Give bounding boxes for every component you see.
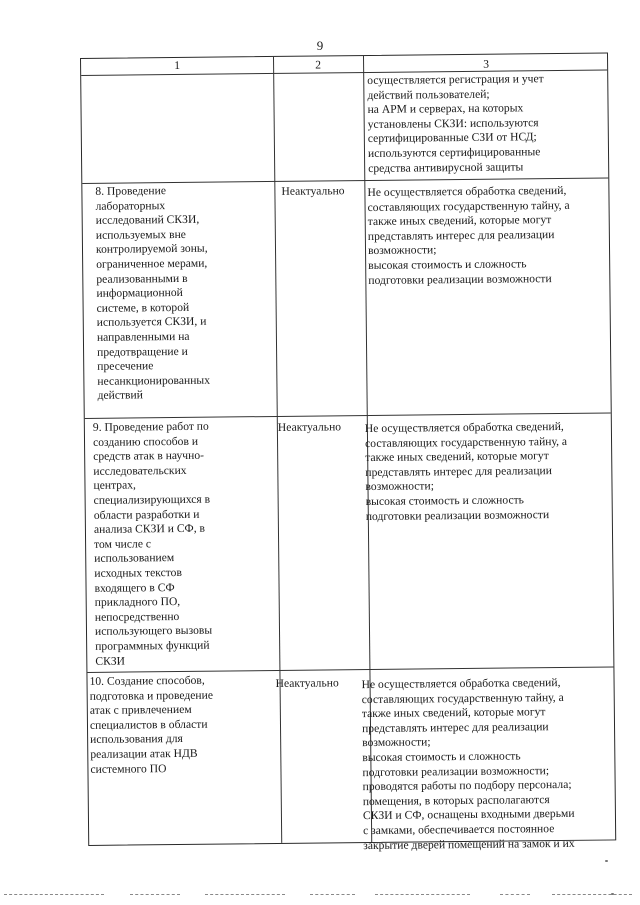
column-header-1: 1 <box>174 58 181 73</box>
continued-row-requirements: осуществляется регистрация и учет действий пользователей; на АРМ и серверах, на которых установлены СКЗИ: используются сертифицированные СЗИ от НСД; используются сертифицированные средства антивирусной защиты <box>367 72 544 175</box>
row-8-justification: Не осуществляется обработка сведений, составляющих государственную тайну, а также иных сведений, которые могут представлять интерес для реализации возможности; высокая стоимость и сложность подготовки реализации возможности <box>367 183 570 287</box>
row-divider-9 <box>85 412 611 419</box>
row-9-threat: 9. Проведение работ по созданию способов и средств атак в научно- исследовательских центрах, специализирующихся в области разработки и анализа СКЗИ и СФ, в том числе с использованием исходных текстов входящего в СФ прикладного ПО, непосредственно использующего вызовы программных функций СКЗИ <box>92 419 213 668</box>
scan-speck <box>605 860 608 862</box>
column-header-3: 3 <box>483 57 490 71</box>
row-8-relevance: Неактуально <box>281 184 345 198</box>
row-divider-8 <box>82 177 608 184</box>
row-10-justification: Не осуществляется обработка сведений, составляющих государственную тайну, а также иных сведений, которые могут представлять интерес для реализации возможности; высокая стоимость и сложность подготовки реализации возможности; проводятся работы по подбору персонала; помещения, в которых располагаются СКЗИ и СФ, оснащены входными дверьми с замками, обеспечивается постоянное закрытие дверей помещений на замок и их <box>361 676 575 852</box>
threat-table <box>80 52 616 852</box>
column-divider-1-2 <box>273 57 282 843</box>
page-number: 9 <box>316 38 324 53</box>
scan-edge-artifact <box>0 894 640 898</box>
row-8-threat: 8. Проведение лабораторных исследований СКЗИ, используемых вне контролируемой зоны, ограниченное мерами, реализованными в информационной системе, в которой используется СКЗИ, и направленными на предотвращение и пресечение несанкционированных действий <box>95 184 211 403</box>
column-header-2: 2 <box>315 58 322 72</box>
row-9-relevance: Неактуально <box>277 420 342 434</box>
row-9-justification: Не осуществляется обработка сведений, составляющих государственную тайну, а также иных сведений, которые могут представлять интерес для реализации возможности; высокая стоимость и сложность подготовки реализации возможности <box>364 419 568 523</box>
scan-speck <box>611 893 614 895</box>
row-10-relevance: Неактуально <box>275 676 339 690</box>
row-10-threat: 10. Создание способов, подготовка и проведение атак с привлечением специалистов в области использования для реализации атак НДВ системного ПО <box>89 673 214 776</box>
